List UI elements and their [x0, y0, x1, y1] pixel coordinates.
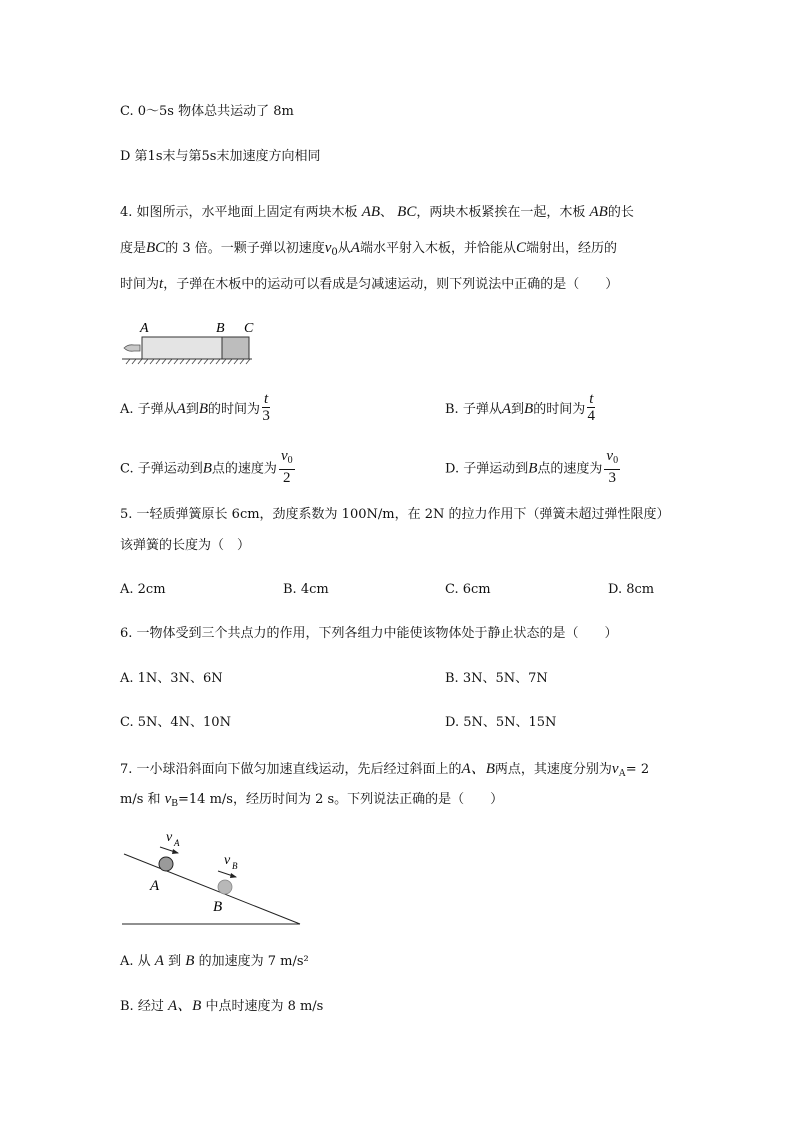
q4-fig-label-b: B — [216, 321, 225, 336]
fig-label-va: v — [166, 830, 173, 845]
q5-option-d: D. 8cm — [608, 582, 655, 597]
board-ab — [142, 337, 222, 359]
q6-stem: 6. 一物体受到三个共点力的作用，下列各组力中能使该物体处于静止状态的是（ ） — [120, 626, 618, 641]
q4-option-c: C. 子弹运动到B点的速度为 $\frac{v_0}{2}$ — [120, 448, 293, 486]
q5-stem-line1: 5. 一轻质弹簧原长 6cm，劲度系数为 100N/m，在 2N 的拉力作用下（弹簧未超过弹性限度） — [120, 507, 670, 522]
fig-label-vb: v — [224, 853, 231, 868]
q4-option-a: A. 子弹从A到B的时间为 $\frac{t}{3}$ — [120, 391, 270, 424]
board-bc — [222, 337, 249, 359]
q6-option-a: A. 1N、3N、6N — [120, 671, 223, 686]
q7-stem-line2: m/s 和 $v_B=14$ m/s，经历时间为 2 s。下列说法正确的是（ ） — [120, 791, 504, 809]
q6-option-c: C. 5N、4N、10N — [120, 715, 231, 730]
arrow-va-head — [172, 849, 179, 854]
ball-at-a — [159, 857, 173, 871]
bullet-shape — [124, 345, 140, 351]
q4-stem-line3: 时间为t，子弹在木板中的运动可以看成是匀减速运动，则下列说法中正确的是（ ） — [120, 276, 619, 292]
q7-option-b: B. 经过 A、B 中点时速度为 8 m/s — [120, 998, 324, 1014]
q3-option-c: C. 0～5s 物体总共运动了 8m — [120, 104, 294, 119]
q4-stem-line1: 4. 如图所示，水平地面上固定有两块木板 AB、 BC，两块木板紧挨在一起，木板 AB的长 — [120, 204, 634, 220]
q4-option-d: D. 子弹运动到B点的速度为 $\frac{v_0}{3}$ — [445, 448, 619, 486]
arrow-vb-head — [230, 873, 237, 878]
q4-boards-figure — [118, 318, 258, 368]
ball-at-b — [218, 880, 232, 894]
fig-label-b: B — [213, 899, 223, 915]
q4-stem-line2: 度是BC的 3 倍。一颗子弹以初速度$v_0$从A端水平射入木板，并恰能从C端射出，经历的 — [120, 240, 618, 258]
q4-fig-label-c: C — [244, 321, 254, 336]
q6-option-d: D. 5N、5N、15N — [445, 715, 557, 730]
q5-option-c: C. 6cm — [445, 582, 491, 597]
q5-option-a: A. 2cm — [120, 582, 166, 597]
q4-fig-label-a: A — [140, 321, 149, 336]
q4-option-b: B. 子弹从A到B的时间为 $\frac{t}{4}$ — [445, 391, 596, 424]
q5-stem-line2: 该弹簧的长度为（ ） — [120, 538, 251, 553]
q7-incline-figure — [118, 826, 308, 930]
ground-hatching — [126, 359, 250, 364]
fig-label-va-sub: A — [174, 838, 180, 848]
q7-stem-line1: 7. 一小球沿斜面向下做匀加速直线运动，先后经过斜面上的A、B两点，其速度分别为$v_A= 2$ — [120, 761, 650, 779]
q7-option-a: A. 从 A 到 B 的加速度为 7 m/s² — [120, 953, 309, 969]
q6-option-b: B. 3N、5N、7N — [445, 671, 548, 686]
q5-option-b: B. 4cm — [283, 582, 329, 597]
fig-label-vb-sub: B — [232, 861, 238, 871]
fig-label-a: A — [150, 878, 160, 894]
q3-option-d: D 第1s末与第5s末加速度方向相同 — [120, 149, 321, 164]
